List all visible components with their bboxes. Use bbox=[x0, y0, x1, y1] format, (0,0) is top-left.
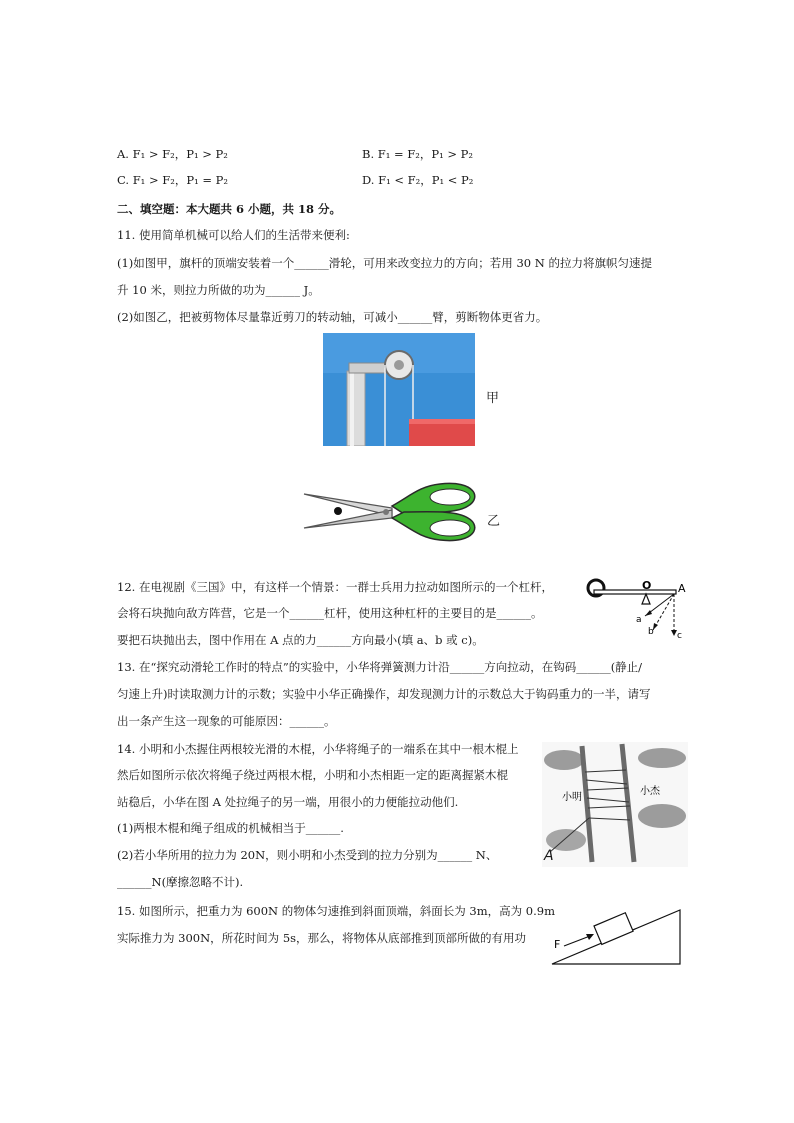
q12-line1: 12. 在电视剧《三国》中，有这样一个情景：一群士兵用力拉动如图所示的一个杠杆， bbox=[117, 580, 553, 594]
xiaoming-label: 小明 bbox=[562, 792, 582, 803]
option-a: A. F₁ > F₂，P₁ > P₂ bbox=[117, 147, 228, 161]
flagpole-pulley-figure bbox=[323, 333, 475, 446]
q13-line1: 13. 在“探究动滑轮工作时的特点”的实验中，小华将弹簧测力计沿______方向拉动，在钩码______(静止/ bbox=[117, 660, 643, 674]
q11-part1-line1: (1)如图甲，旗杆的顶端安装着一个______滑轮，可用来改变拉力的方向；若用 30 N 的拉力将旗帜匀速提 bbox=[117, 256, 652, 270]
q14-line6: ______N(摩擦忽略不计). bbox=[117, 875, 244, 889]
lever-a-label: A bbox=[678, 582, 686, 595]
option-d: D. F₁ < F₂，P₁ < P₂ bbox=[362, 173, 474, 187]
lever-figure bbox=[582, 576, 692, 646]
figure-jia-label: 甲 bbox=[486, 391, 500, 406]
option-c: C. F₁ > F₂，P₁ = P₂ bbox=[117, 173, 228, 187]
q14-line2: 然后如图所示依次将绳子绕过两根木棍，小明和小杰相距一定的距离握紧木棍 bbox=[117, 768, 508, 782]
q15-line2: 实际推力为 300N，所花时间为 5s，那么，将物体从底部推到顶部所做的有用功 bbox=[117, 931, 527, 945]
q13-line2: 匀速上升)时读取测力计的示数；实验中小华正确操作，却发现测力计的示数总大于钩码重力的一半，请写 bbox=[117, 687, 651, 701]
q13-line3: 出一条产生这一现象的可能原因：______。 bbox=[117, 714, 336, 728]
incline-figure bbox=[550, 904, 682, 966]
q11-part2: (2)如图乙，把被剪物体尽量靠近剪刀的转动轴，可减小______臂，剪断物体更省力。 bbox=[117, 310, 548, 324]
incline-force-label: F bbox=[554, 938, 561, 951]
option-b: B. F₁ = F₂，P₁ > P₂ bbox=[362, 147, 474, 161]
q11-stem: 11. 使用简单机械可以给人们的生活带来便利: bbox=[117, 228, 350, 242]
q14-line1: 14. 小明和小杰握住两根较光滑的木棍，小华将绳子的一端系在其中一根木棍上 bbox=[117, 742, 519, 756]
q12-line3: 要把石块抛出去，图中作用在 A 点的力______方向最小(填 a、b 或 c)。 bbox=[117, 633, 484, 647]
xiaojie-label: 小杰 bbox=[640, 786, 660, 797]
lever-o-label: O bbox=[642, 579, 652, 592]
lever-arrow-c-label: c bbox=[677, 631, 682, 641]
q12-line2: 会将石块抛向敌方阵营，它是一个______杠杆，使用这种杠杆的主要目的是______。 bbox=[117, 606, 543, 620]
section-heading: 二、填空题：本大题共 6 小题，共 18 分。 bbox=[117, 202, 342, 216]
q15-line1: 15. 如图所示，把重力为 600N 的物体匀速推到斜面顶端，斜面长为 3m，高为 0.9m bbox=[117, 904, 555, 918]
lever-arrow-a-label: a bbox=[636, 615, 642, 625]
sticks-rope-figure bbox=[542, 742, 688, 867]
q14-line4: (1)两根木棍和绳子组成的机械相当于______. bbox=[117, 821, 344, 835]
q14-line3: 站稳后，小华在图 A 处拉绳子的另一端，用很小的力便能拉动他们. bbox=[117, 795, 459, 809]
scissors-figure bbox=[300, 474, 485, 549]
q14-line5: (2)若小华所用的拉力为 20N，则小明和小杰受到的拉力分别为______ N、 bbox=[117, 848, 498, 862]
figure-yi-label: 乙 bbox=[487, 514, 501, 529]
lever-arrow-b-label: b bbox=[648, 627, 654, 637]
figure-a-label: A bbox=[544, 848, 554, 864]
q11-part1-line2: 升 10 米，则拉力所做的功为______ J。 bbox=[117, 283, 320, 297]
